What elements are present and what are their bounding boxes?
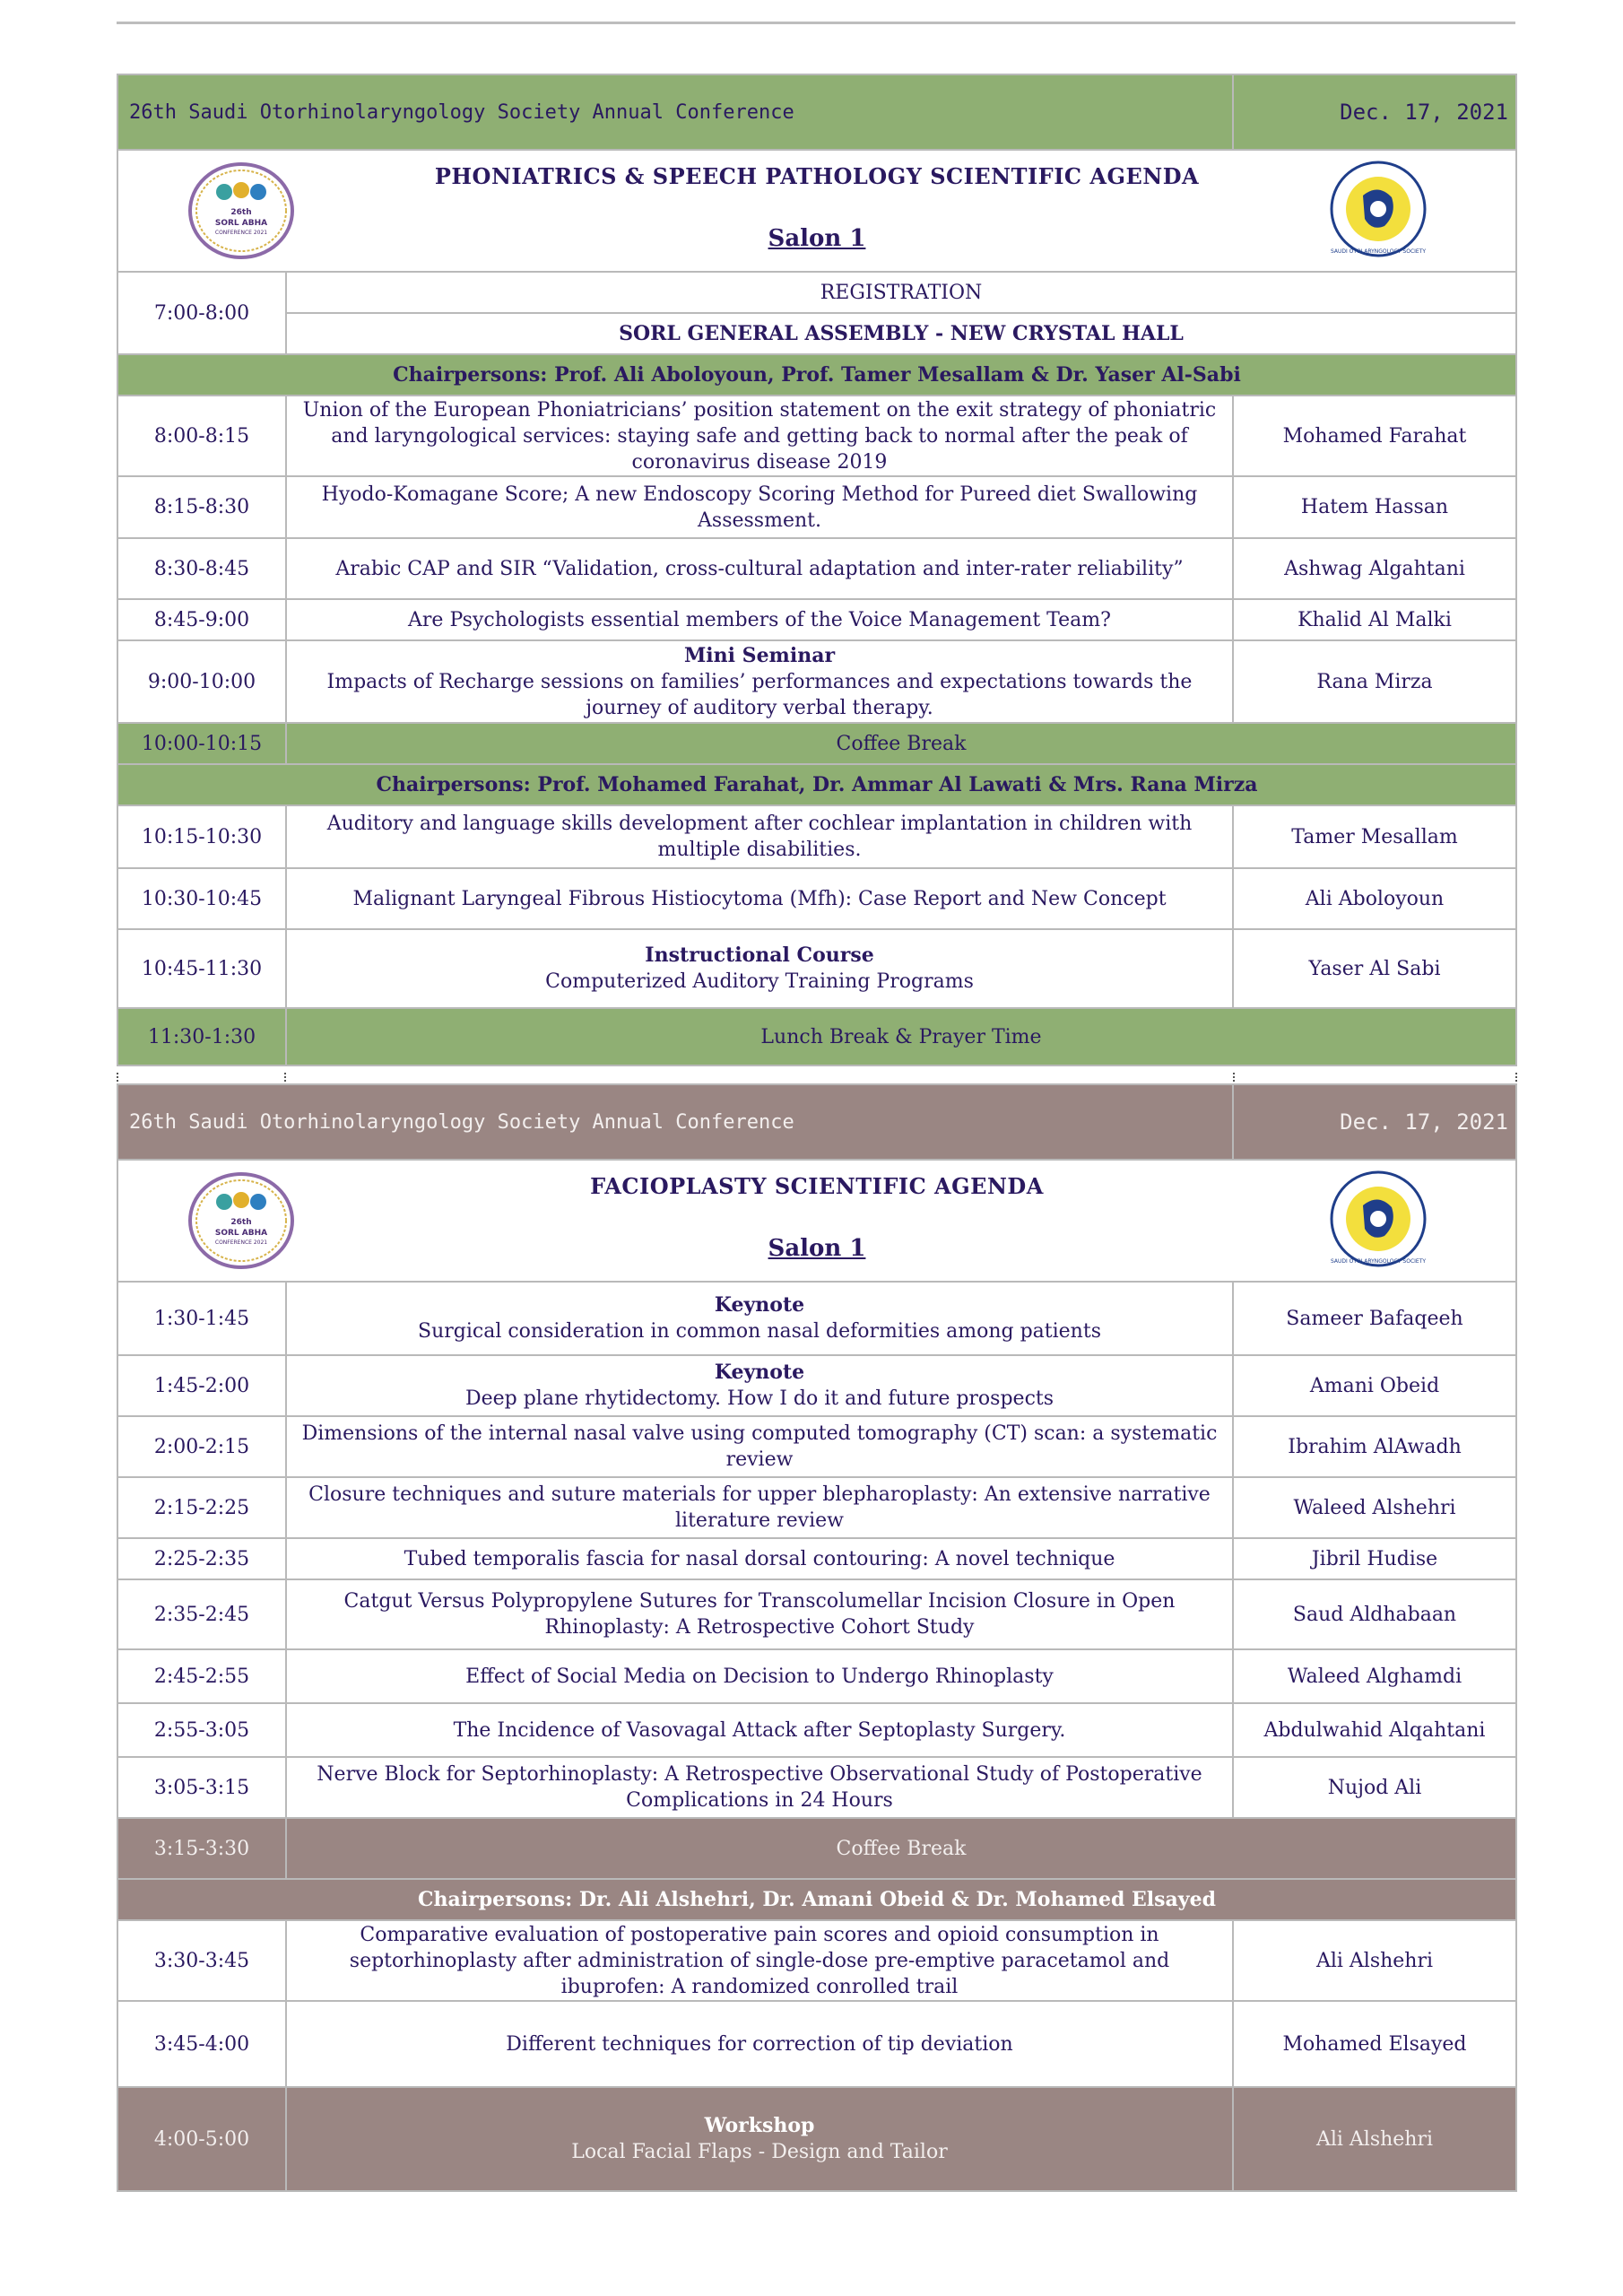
speaker-name: Amani Obeid [1233, 1355, 1516, 1416]
talk-title: Are Psychologists essential members of the Voice Management Team? [286, 599, 1233, 640]
saudi-otolaryngology-society-logo [1329, 1170, 1428, 1268]
talk-title: Computerized Auditory Training Programs [545, 970, 974, 993]
time-cell: 3:15-3:30 [117, 1818, 286, 1879]
speaker-name: Mohamed Farahat [1233, 396, 1516, 476]
speaker-name: Abdulwahid Alqahtani [1233, 1703, 1516, 1757]
talk-title: Arabic CAP and SIR “Validation, cross-cultural adaptation and inter-rater reliability” [286, 538, 1233, 599]
time-cell: 2:55-3:05 [117, 1703, 286, 1757]
talk-title: Auditory and language skills development after cochlear implantation in children with multiple disabilities. [286, 805, 1233, 868]
keynote-row [117, 1355, 1516, 1416]
talk-title: Deep plane rhytidectomy. How I do it and future prospects [464, 1387, 1055, 1410]
time-cell: 10:30-10:45 [117, 868, 286, 929]
talk-title: Nerve Block for Septorhinoplasty: A Retrospective Observational Study of Postoperative Complications in 24 Hours [286, 1757, 1233, 1818]
salon-label: Salon 1 [768, 225, 866, 252]
talk-title: Tubed temporalis fascia for nasal dorsal contouring: A novel technique [286, 1538, 1233, 1579]
conference-date: Dec. 17, 2021 [1233, 1084, 1516, 1160]
table-row [117, 805, 1516, 868]
salon-label: Salon 1 [768, 1235, 866, 1262]
time-cell: 1:45-2:00 [117, 1355, 286, 1416]
speaker-name: Ali Aboloyoun [1233, 868, 1516, 929]
speaker-name: Ali Alshehri [1233, 2087, 1516, 2191]
speaker-name: Mohamed Elsayed [1233, 2001, 1516, 2087]
facioplasty-agenda-table [117, 1083, 1517, 2192]
table-row [117, 538, 1516, 599]
coffee-break-row [117, 723, 1516, 764]
time-cell: 10:15-10:30 [117, 805, 286, 868]
logo-right-text: SAUDI OTOLARYNGOLOGY SOCIETY [1330, 248, 1427, 255]
chairpersons-row: Chairpersons: Prof. Ali Aboloyoun, Prof. Tamer Mesallam & Dr. Yaser Al-Sabi [117, 354, 1516, 396]
talk-title: The Incidence of Vasovagal Attack after Septoplasty Surgery. [286, 1703, 1233, 1757]
time-cell: 11:30-1:30 [117, 1008, 286, 1065]
chairpersons-row: Chairpersons: Dr. Ali Alshehri, Dr. Amani Obeid & Dr. Mohamed Elsayed [117, 1879, 1516, 1920]
speaker-name: Saud Aldhabaan [1233, 1579, 1516, 1649]
time-cell: 2:35-2:45 [117, 1579, 286, 1649]
break-label: Lunch Break & Prayer Time [286, 1008, 1516, 1065]
talk-title: Malignant Laryngeal Fibrous Histiocytoma (Mfh): Case Report and New Concept [286, 868, 1233, 929]
chairpersons-row: Chairpersons: Prof. Mohamed Farahat, Dr. Ammar Al Lawati & Mrs. Rana Mirza [117, 764, 1516, 805]
session-type-label: Instructional Course [645, 944, 874, 967]
speaker-name: Ali Alshehri [1233, 1920, 1516, 2001]
speaker-name: Nujod Ali [1233, 1757, 1516, 1818]
conference-title: 26th Saudi Otorhinolaryngology Society Annual Conference [117, 1084, 1233, 1160]
logo-left-line3: CONFERENCE 2021 [214, 230, 268, 236]
talk-title: Dimensions of the internal nasal valve using computed tomography (CT) scan: a systematic review [286, 1416, 1233, 1477]
table-row [117, 1757, 1516, 1818]
agenda-title-block [117, 1160, 1516, 1282]
time-cell: 8:45-9:00 [117, 599, 286, 640]
talk-title: Hyodo-Komagane Score; A new Endoscopy Scoring Method for Pureed diet Swallowing Assessment. [286, 476, 1233, 538]
break-label: Coffee Break [286, 723, 1516, 764]
break-label: Coffee Break [286, 1818, 1516, 1879]
speaker-name: Yaser Al Sabi [1233, 929, 1516, 1008]
logo-left-line1: 26th [230, 1218, 252, 1227]
time-cell: 8:15-8:30 [117, 476, 286, 538]
talk-title: Effect of Social Media on Decision to Undergo Rhinoplasty [286, 1649, 1233, 1703]
talk-cell [286, 2087, 1233, 2191]
speaker-name: Sameer Bafaqeeh [1233, 1282, 1516, 1355]
speaker-name: Ashwag Algahtani [1233, 538, 1516, 599]
table-row [117, 599, 1516, 640]
speaker-name: Ibrahim AlAwadh [1233, 1416, 1516, 1477]
time-cell: 4:00-5:00 [117, 2087, 286, 2191]
table-row [117, 1416, 1516, 1477]
logo-left-line2: SORL ABHA [214, 1229, 268, 1238]
speaker-name: Waleed Alghamdi [1233, 1649, 1516, 1703]
time-cell: 3:45-4:00 [117, 2001, 286, 2087]
talk-title: Union of the European Phoniatricians’ position statement on the exit strategy of phoniatric and laryngological services: staying safe and getting back to normal after the peak of coronavirus disease 2019 [286, 396, 1233, 476]
time-cell: 2:45-2:55 [117, 1649, 286, 1703]
logo-left-line2: SORL ABHA [214, 219, 268, 228]
time-cell: 8:00-8:15 [117, 396, 286, 476]
logo-right-text: SAUDI OTOLARYNGOLOGY SOCIETY [1330, 1258, 1427, 1265]
talk-title: Local Facial Flaps - Design and Tailor [571, 2141, 948, 2163]
speaker-name: Hatem Hassan [1233, 476, 1516, 538]
talk-title: Comparative evaluation of postoperative pain scores and opioid consumption in septorhinoplasty after administration of single-dose pre-emptive paracetamol and ibuprofen: A randomized conrolled trail [286, 1920, 1233, 2001]
agenda-title-block [117, 150, 1516, 272]
coffee-break-row [117, 1818, 1516, 1879]
time-cell: 8:30-8:45 [117, 538, 286, 599]
table-separator [117, 1073, 1517, 1083]
session-type-label: Keynote [714, 1293, 805, 1317]
time-cell: 2:15-2:25 [117, 1477, 286, 1538]
talk-cell [286, 1355, 1233, 1416]
mini-seminar-row [117, 640, 1516, 723]
agenda-title: PHONIATRICS & SPEECH PATHOLOGY SCIENTIFIC AGENDA [434, 163, 1200, 189]
table-row [117, 1579, 1516, 1649]
registration-cell: REGISTRATION [286, 272, 1516, 313]
workshop-row [117, 2087, 1516, 2191]
agenda-title: FACIOPLASTY SCIENTIFIC AGENDA [590, 1173, 1044, 1199]
phoniatrics-agenda-table [117, 74, 1517, 1066]
session-type-label: Workshop [704, 2114, 815, 2137]
table-row [117, 2001, 1516, 2087]
instructional-course-row [117, 929, 1516, 1008]
talk-title: Surgical consideration in common nasal deformities among patients [418, 1320, 1101, 1343]
conference-date: Dec. 17, 2021 [1233, 74, 1516, 150]
table-row [117, 1703, 1516, 1757]
talk-title: Impacts of Recharge sessions on families’ performances and expectations towards the journey of auditory verbal therapy. [326, 670, 1193, 719]
table-row [117, 476, 1516, 538]
time-cell: 7:00-8:00 [117, 272, 286, 354]
assembly-cell: SORL GENERAL ASSEMBLY - NEW CRYSTAL HALL [286, 313, 1516, 354]
time-cell: 3:05-3:15 [117, 1757, 286, 1818]
time-cell: 9:00-10:00 [117, 640, 286, 723]
logo-left-line1: 26th [230, 208, 252, 217]
session-type-label: Keynote [714, 1361, 805, 1384]
table-row [117, 1649, 1516, 1703]
time-cell: 3:30-3:45 [117, 1920, 286, 2001]
table-row [117, 1538, 1516, 1579]
table-row [117, 868, 1516, 929]
keynote-row [117, 1282, 1516, 1355]
saudi-otolaryngology-society-logo [1329, 160, 1428, 258]
speaker-name: Khalid Al Malki [1233, 599, 1516, 640]
talk-title: Catgut Versus Polypropylene Sutures for Transcolumellar Incision Closure in Open Rhinoplasty: A Retrospective Cohort Study [286, 1579, 1233, 1649]
speaker-name: Waleed Alshehri [1233, 1477, 1516, 1538]
talk-title: Different techniques for correction of tip deviation [286, 2001, 1233, 2087]
talk-cell [286, 929, 1233, 1008]
time-cell: 1:30-1:45 [117, 1282, 286, 1355]
lunch-break-row [117, 1008, 1516, 1065]
talk-cell [286, 1282, 1233, 1355]
table-row [117, 396, 1516, 476]
time-cell: 2:25-2:35 [117, 1538, 286, 1579]
table-row [117, 1920, 1516, 2001]
logo-left-line3: CONFERENCE 2021 [214, 1239, 268, 1246]
table-row [117, 1477, 1516, 1538]
session-type-label: Mini Seminar [683, 643, 836, 667]
time-cell: 10:45-11:30 [117, 929, 286, 1008]
talk-title: Closure techniques and suture materials for upper blepharoplasty: An extensive narrative literature review [286, 1477, 1233, 1538]
top-rule [117, 22, 1515, 24]
speaker-name: Rana Mirza [1233, 640, 1516, 723]
time-cell: 10:00-10:15 [117, 723, 286, 764]
conference-title: 26th Saudi Otorhinolaryngology Society Annual Conference [117, 74, 1233, 150]
talk-cell [286, 640, 1233, 723]
speaker-name: Tamer Mesallam [1233, 805, 1516, 868]
speaker-name: Jibril Hudise [1233, 1538, 1516, 1579]
time-cell: 2:00-2:15 [117, 1416, 286, 1477]
